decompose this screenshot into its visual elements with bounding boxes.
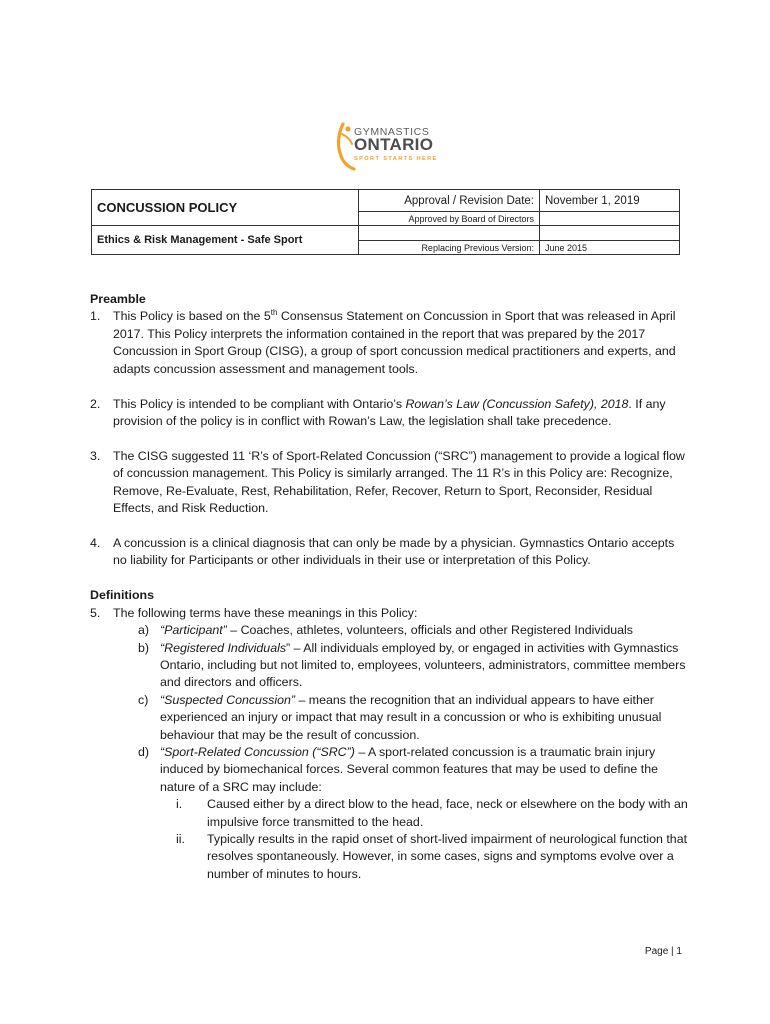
item-number: 5. [90, 605, 101, 620]
logo-tagline: SPORT STARTS HERE [354, 156, 438, 162]
replacing-version-value: June 2015 [540, 241, 680, 255]
empty-cell [540, 226, 680, 241]
term-letter: c) [138, 692, 149, 707]
definitions-item-5 [90, 605, 690, 622]
gymnastics-ontario-logo [334, 122, 444, 172]
policy-category: Ethics & Risk Management - Safe Sport [92, 226, 359, 255]
term-name: “Sport-Related Concussion (“SRC”) [160, 744, 355, 759]
logo-line-1: GYMNASTICS [354, 126, 430, 138]
preamble-item-1 [90, 308, 690, 378]
page-number: Page | 1 [644, 946, 682, 957]
item-number: 2. [90, 396, 101, 411]
roman-numeral: i. [176, 797, 183, 812]
definition-term-b [90, 640, 690, 692]
term-definition: – means the recognition that an individual appears to have either experienced an injury or impact that may result in a concussion or who is exhibiting unusual behaviour that may be the result of concussion. [160, 692, 662, 742]
term-letter: d) [138, 744, 150, 759]
feature-text: Caused either by a direct blow to the head, face, neck or elsewhere on the body with an impulsive force transmitted to the head. [207, 797, 688, 829]
empty-cell [359, 226, 540, 241]
feature-text: Typically results in the rapid onset of short-lived impairment of neurological function that resolves spontaneously. However, in some cases, signs and symptoms evolve over a number of minutes to hours. [207, 831, 688, 881]
term-name: “Participant” [160, 623, 227, 638]
policy-body [90, 291, 690, 883]
law-title: Rowan’s Law (Concussion Safety), 2018 [405, 396, 629, 411]
definitions-heading: Definitions [90, 588, 155, 603]
approval-date-label: Approval / Revision Date: [359, 190, 540, 212]
item-text: The CISG suggested 11 ‘R’s of Sport-Related Concussion (“SRC”) management to provide a logical flow of concussion management. This Policy is similarly arranged. The 11 R’s in this Policy are: Recognize, Remove, Re-Evaluate, Rest, Rehabilitation, Refer, Recover, Return to Sport, Reconsider, Residual Effects, and Risk Reduction. [113, 448, 685, 516]
item-text: This Policy is intended to be compliant with Ontario’s [113, 396, 406, 411]
src-feature-ii [90, 831, 690, 883]
preamble-heading: Preamble [90, 292, 146, 306]
preamble-item-2 [90, 396, 690, 431]
item-text: This Policy is based on the 5 [113, 309, 271, 324]
approved-by-value [540, 212, 680, 226]
term-letter: a) [138, 623, 150, 638]
preamble-item-4 [90, 535, 690, 570]
term-letter: b) [138, 640, 150, 655]
item-number: 3. [90, 448, 101, 463]
definition-term-c [90, 692, 690, 744]
term-definition: ” – All individuals employed by, or engaged in activities with Gymnastics Ontario, including but not limited to, employees, volunteers, administrators, committee members and directors and officers. [160, 640, 686, 690]
policy-header-table [91, 189, 680, 255]
logo-line-2: ONTARIO [354, 135, 434, 154]
term-name: “Suspected Concussion” [160, 692, 295, 707]
item-number: 1. [90, 309, 101, 324]
roman-numeral: ii. [176, 831, 185, 846]
policy-title: CONCUSSION POLICY [92, 190, 359, 226]
item-text: Consensus Statement on Concussion in Sport that was released in April 2017. This Policy interprets the information contained in the report that was prepared by the 2017 Concussion in Sport Group (CISG), a group of sport concussion medical practitioners and experts, and adapts concussion assessment and management tools. [113, 309, 676, 376]
item-text: . If any provision of the policy is in conflict with Rowan’s Law, the legislation shall take precedence. [113, 396, 666, 428]
superscript: th [270, 308, 278, 318]
replacing-version-label: Replacing Previous Version: [359, 241, 540, 255]
item-number: 4. [90, 535, 101, 550]
approval-date-value: November 1, 2019 [540, 190, 680, 212]
term-definition: – A sport-related concussion is a traumatic brain injury induced by biomechanical forces. Several common features that may be used to define the nature of a SRC may include: [160, 744, 658, 794]
item-text: The following terms have these meanings in this Policy: [113, 605, 418, 620]
src-feature-i [90, 796, 690, 831]
term-name: “Registered Individuals [160, 640, 287, 655]
term-definition: – Coaches, athletes, volunteers, officials and other Registered Individuals [226, 623, 633, 638]
item-text: A concussion is a clinical diagnosis that can only be made by a physician. Gymnastics Ontario accepts no liability for Participants or other individuals in their use or interpretation of this Policy. [113, 535, 675, 568]
definition-term-d [90, 744, 690, 796]
definition-term-a [90, 622, 690, 639]
preamble-item-3 [90, 448, 690, 518]
approved-by-label: Approved by Board of Directors [359, 212, 540, 226]
